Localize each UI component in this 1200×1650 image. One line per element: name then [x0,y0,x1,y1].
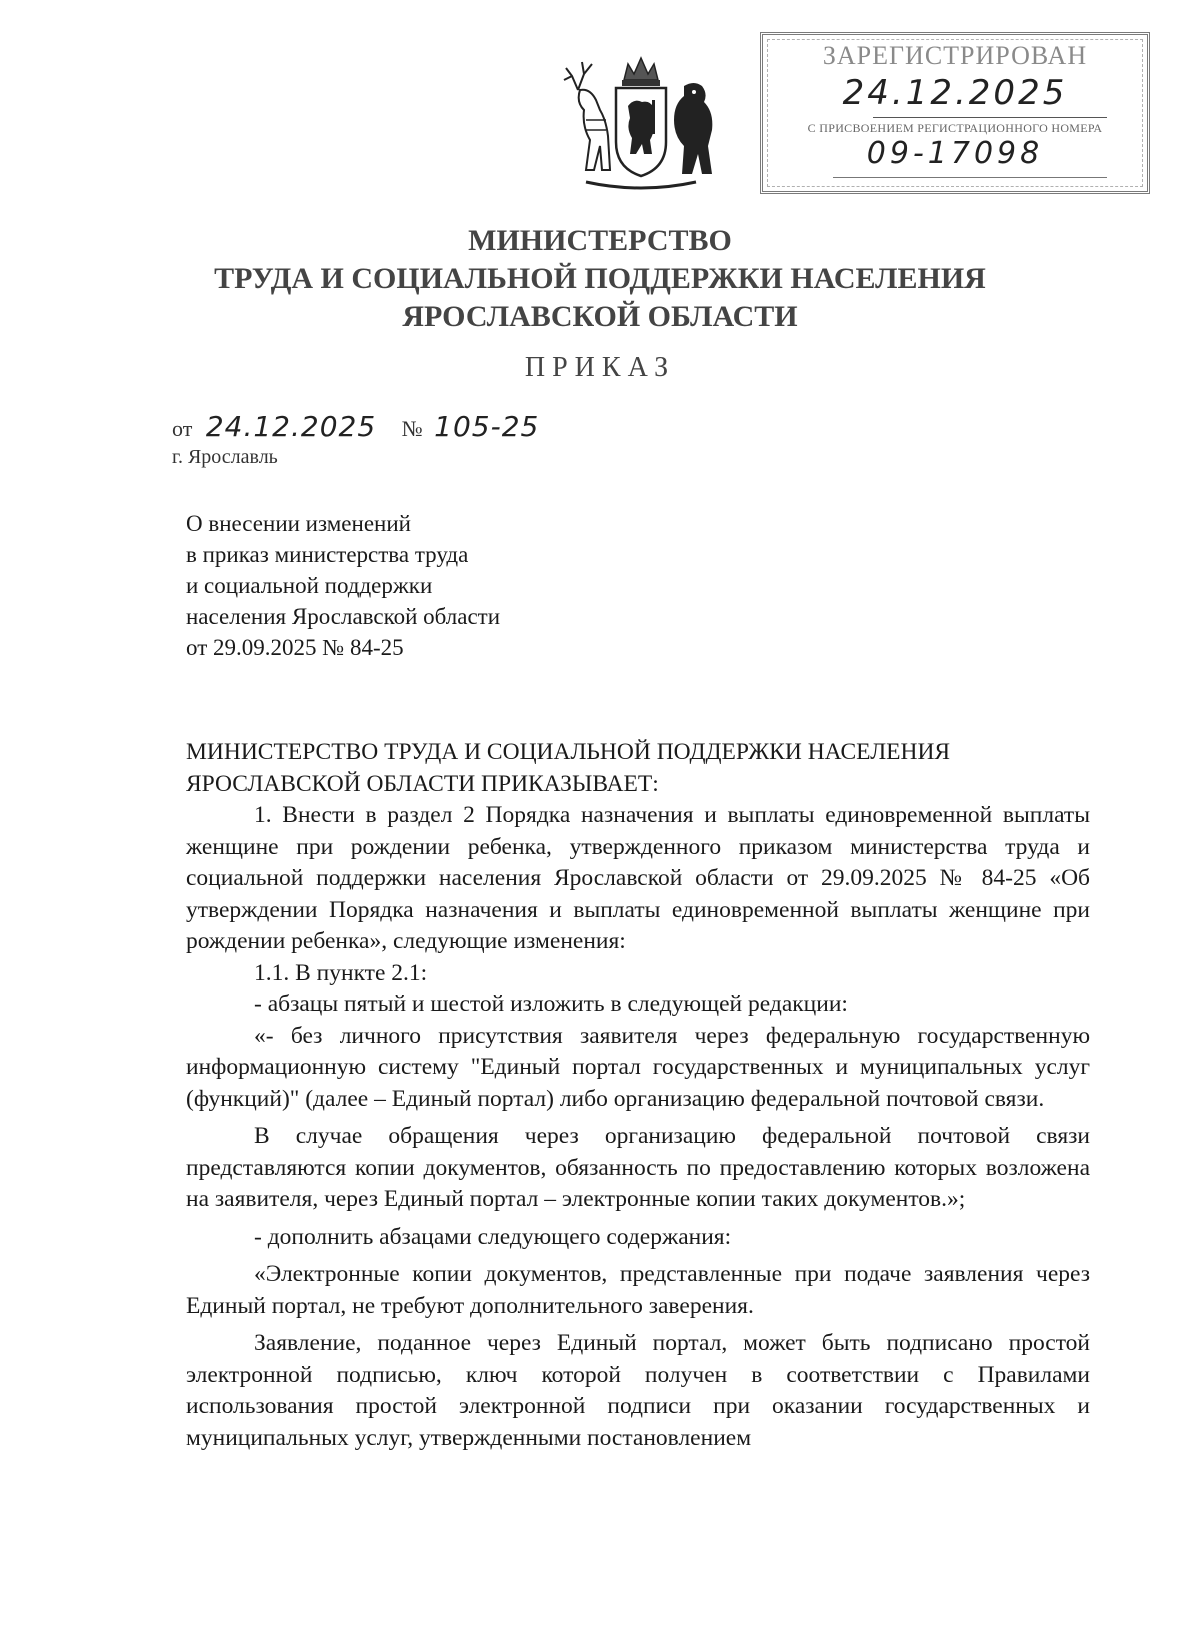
stamp-subtitle: С ПРИСВОЕНИЕМ РЕГИСТРАЦИОННОГО НОМЕРА [807,121,1103,135]
order-subject [186,508,706,663]
body-paragraph: - абзацы пятый и шестой изложить в следующей редакции: [254,991,848,1017]
body-intro: МИНИСТЕРСТВО ТРУДА И СОЦИАЛЬНОЙ ПОДДЕРЖКИ НАСЕЛЕНИЯ ЯРОСЛАВСКОЙ ОБЛАСТИ ПРИКАЗЫВАЕТ: [186,739,951,797]
body-paragraph: «- без личного присутствия заявителя через федеральную государственную информационную систему "Единый портал государственных и муниципальных услуг (функций)" (далее – Единый портал) либо организацию федеральной почтовой связи. [186,1022,1090,1112]
order-number: 105-25 [434,410,540,443]
body-paragraph: 1.1. В пункте 2.1: [254,959,428,986]
stamp-date: 24.12.2025 [842,73,1068,113]
stamp-registration-number: 09-17098 [866,136,1044,171]
stamp-divider [873,117,1107,118]
order-date: 24.12.2025 [205,410,377,443]
order-city: г. Ярославль [172,446,278,468]
body-paragraph: «Электронные копии документов, представленные при подаче заявления через Единый портал, не требуют дополнительного заверения. [186,1261,1090,1319]
body-paragraph: В случае обращения через организацию федеральной почтовой связи представляются копии документов, обязанность по предоставлению которых возложена на заявителя, через Единый портал – электронные копии таких документов.»; [186,1123,1090,1212]
subject-line: и социальной поддержки [186,573,433,598]
ministry-line-3: ЯРОСЛАВСКОЙ ОБЛАСТИ [402,300,798,333]
stamp-divider [833,177,1107,178]
ministry-line-2: ТРУДА И СОЦИАЛЬНОЙ ПОДДЕРЖКИ НАСЕЛЕНИЯ [214,262,986,295]
subject-line: О внесении изменений [186,511,411,536]
document-type-title: ПРИКАЗ [524,352,676,383]
subject-line: населения Ярославской области [186,604,501,629]
number-label: № [401,416,423,441]
ministry-header [0,222,1200,336]
subject-line: от 29.09.2025 № 84-25 [186,635,404,660]
order-date-number-line [172,410,539,443]
stamp-title: ЗАРЕГИСТРИРОВАН [822,41,1088,70]
body-paragraph: - дополнить абзацами следующего содержания: [254,1223,732,1250]
subject-line: в приказ министерства труда [186,542,469,567]
order-body [186,737,1090,1454]
body-paragraph: 1. Внести в раздел 2 Порядка назначения и выплаты единовременной выплаты женщине при рождении ребенка, утвержденного приказом министерства труда и социальной поддержки населения Ярославской области от 29.09.2025 № 84-25 «Об утверждении Порядка назначения и выплаты единовременной выплаты женщине при рождении ребенка», следующие изменения: [186,802,1090,954]
body-paragraph: Заявление, поданное через Единый портал, может быть подписано простой электронной подписью, ключ которой получен в соответствии с Правилами использования простой электронной подписи при оказании государственных и муниципальных услуг, утвержденными постановлением [186,1330,1090,1451]
yaroslavl-coat-of-arms-icon [556,50,726,200]
registration-stamp [760,32,1150,194]
ministry-line-1: МИНИСТЕРСТВО [468,224,732,257]
from-label: от [172,416,193,441]
